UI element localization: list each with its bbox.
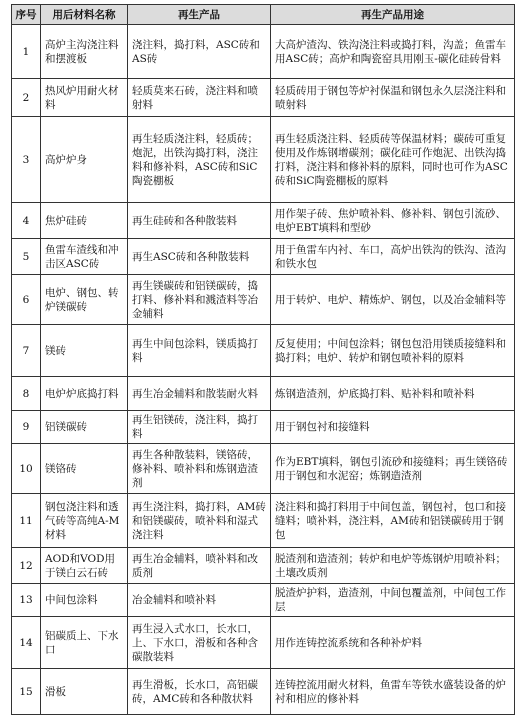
row-material: 中间包涂料 [41,584,128,617]
row-no: 8 [12,377,41,411]
recycled-refractory-table [11,4,515,715]
row-product: 再生滑板，长水口，高铝碳砖，AMC砖和各种散状料 [128,669,271,715]
table-row [12,239,515,275]
row-use: 轻质砖用于钢包等炉衬保温和钢包永久层浇注料和喷射料 [271,79,515,117]
header-product: 再生产品 [128,5,271,25]
row-no: 12 [12,548,41,584]
table-row [12,25,515,79]
row-material: 铝碳质上、下水口 [41,617,128,669]
row-product: 再生硅砖和各种散装料 [128,203,271,239]
table-row [12,117,515,203]
row-product: 再生镁碳砖和铝镁碳砖，捣打料、修补料和溅渣料等冶金辅料 [128,275,271,325]
row-use: 用作架子砖、焦炉喷补料、修补料、钢包引流砂、电炉EBT填料和型砂 [271,203,515,239]
row-material: 电炉、钢包、转炉镁碳砖 [41,275,128,325]
row-no: 7 [12,325,41,377]
row-material: 热风炉用耐火材料 [41,79,128,117]
row-no: 4 [12,203,41,239]
row-product: 再生中间包涂料，镁质捣打料 [128,325,271,377]
table-row [12,584,515,617]
row-use: 大高炉渣沟、铁沟浇注料或捣打料，沟盖；鱼雷车用ASC砖；高炉和陶瓷窑具用刚玉-碳化硅砖骨料 [271,25,515,79]
row-use: 连铸控流用耐火材料，鱼雷车等铁水盛装设备的炉衬和相应的修补料 [271,669,515,715]
row-product: 轻质莫来石砖，浇注料和喷射料 [128,79,271,117]
row-product: 再生冶金辅料，喷补料和改质剂 [128,548,271,584]
table-row [12,377,515,411]
row-product: 浇注料，捣打料，ASC砖和AS砖 [128,25,271,79]
row-product: 再生浇注料，捣打料，AM砖和铝镁碳砖，喷补料和湿式浇注料 [128,494,271,548]
row-use: 再生轻质浇注料、轻质砖等保温材料；碳砖可重复使用及作炼钢增碳剂；碳化硅可作炮泥、出铁沟捣打料，浇注料和修补料的原料，同时也可作为ASC砖和SiC陶瓷棚板的原料 [271,117,515,203]
row-material: 铝镁碳砖 [41,411,128,444]
table-row [12,617,515,669]
row-no: 6 [12,275,41,325]
row-use: 用于转炉、电炉、精炼炉、钢包，以及冶金辅料等 [271,275,515,325]
row-use: 脱渣剂和造渣剂；转炉和电炉等炼钢炉用喷补料；土壤改质剂 [271,548,515,584]
table-row [12,325,515,377]
row-no: 14 [12,617,41,669]
header-no: 序号 [12,5,41,25]
row-material: AOD和VOD用于镁白云石砖 [41,548,128,584]
row-no: 1 [12,25,41,79]
row-product: 再生冶金辅料和散装耐火料 [128,377,271,411]
table-row [12,275,515,325]
row-no: 5 [12,239,41,275]
row-product: 再生铝镁砖，浇注料，捣打料 [128,411,271,444]
table-row [12,411,515,444]
row-product: 再生轻质浇注料，轻质砖；炮泥，出铁沟捣打料，浇注料和修补料，ASC砖和SiC陶瓷棚板 [128,117,271,203]
row-use: 用作连铸控流系统和各种补炉料 [271,617,515,669]
table-row [12,444,515,494]
row-product: 再生浸入式水口，长水口，上、下水口，滑板和各种含碳散装料 [128,617,271,669]
row-material: 钢包浇注料和透气砖等高纯A-M材料 [41,494,128,548]
row-material: 焦炉硅砖 [41,203,128,239]
row-no: 15 [12,669,41,715]
row-material: 镁铬砖 [41,444,128,494]
row-use: 用于钢包衬和接缝料 [271,411,515,444]
table-row [12,79,515,117]
row-no: 11 [12,494,41,548]
row-material: 高炉炉身 [41,117,128,203]
row-material: 电炉炉底捣打料 [41,377,128,411]
row-product: 再生各种散装料，镁铬砖，修补料、喷补料和炼钢造渣剂 [128,444,271,494]
row-material: 高炉主沟浇注料和摆渡板 [41,25,128,79]
row-material: 鱼雷车渣线和冲击区ASC砖 [41,239,128,275]
table-row [12,548,515,584]
row-use: 浇注料和捣打料用于中间包盖，钢包衬，包口和接缝料；喷补料，浇注料，AM砖和铝镁碳砖用于钢包 [271,494,515,548]
header-row [12,5,515,25]
header-material: 用后材料名称 [41,5,128,25]
table-row [12,203,515,239]
row-use: 作为EBT填料，钢包引流砂和接缝料；再生镁铬砖用于钢包和水泥窑；炼钢造渣剂 [271,444,515,494]
row-use: 脱渣炉护料，造渣剂，中间包覆盖剂，中间包工作层 [271,584,515,617]
row-use: 炼钢造渣剂，炉底捣打料、贴补料和喷补料 [271,377,515,411]
table-row [12,494,515,548]
row-no: 13 [12,584,41,617]
row-product: 再生ASC砖和各种散装料 [128,239,271,275]
table-row [12,669,515,715]
row-material: 滑板 [41,669,128,715]
row-material: 镁砖 [41,325,128,377]
table-container [11,4,514,715]
row-no: 10 [12,444,41,494]
row-no: 9 [12,411,41,444]
row-use: 用于鱼雷车内衬、车口，高炉出铁沟的铁沟、渣沟和铁水包 [271,239,515,275]
row-no: 2 [12,79,41,117]
row-no: 3 [12,117,41,203]
row-use: 反复使用；中间包涂料；钢包包沿用镁质接缝料和捣打料；电炉、转炉和钢包喷补料的原料 [271,325,515,377]
header-use: 再生产品用途 [271,5,515,25]
row-product: 冶金辅料和喷补料 [128,584,271,617]
